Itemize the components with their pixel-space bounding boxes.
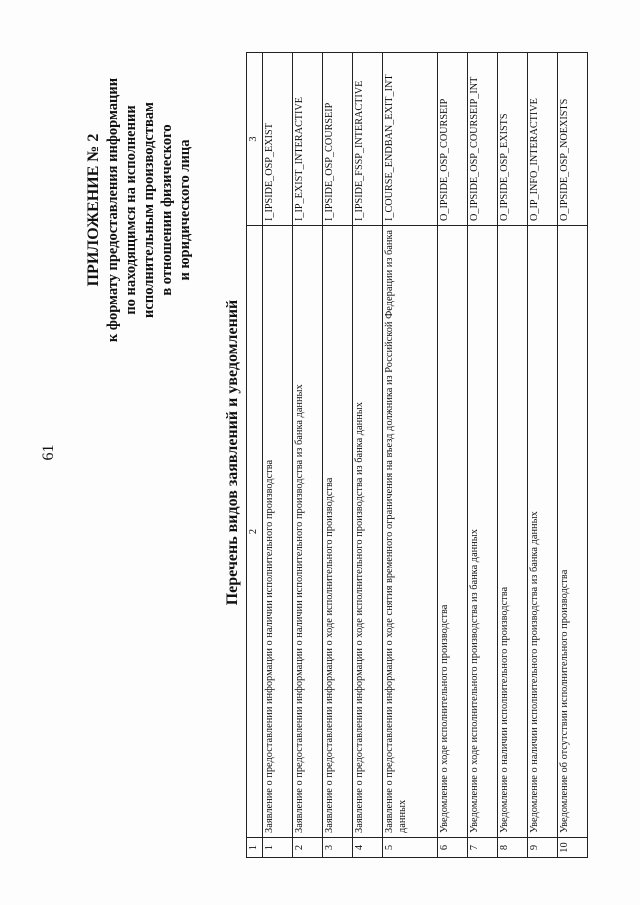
row-description: Заявление о предоставлении информации о ходе исполнительного производства из банка данных <box>353 226 383 838</box>
table-row <box>527 53 557 858</box>
appendix-line: к формату предоставления информации <box>105 77 121 343</box>
row-number: 1 <box>263 838 293 858</box>
header-cell: 2 <box>247 226 263 838</box>
table-row <box>437 53 467 858</box>
row-code: I_COURSE_ENDBAN_EXIT_INT <box>383 53 437 226</box>
requests-table <box>246 52 588 858</box>
row-code: I_IP_EXIST_INTERACTIVE <box>293 53 323 226</box>
table-heading: Перечень видов заявлений и уведомлений <box>224 299 241 606</box>
row-description: Заявление о предоставлении информации о ходе исполнительного производства <box>323 226 353 838</box>
table-row <box>293 53 323 858</box>
row-number: 4 <box>353 838 383 858</box>
appendix-line: по находящимся на исполнении <box>123 105 139 315</box>
page-number: 61 <box>40 444 57 461</box>
header-cell: 3 <box>247 53 263 226</box>
header-cell: 1 <box>247 838 263 858</box>
row-description: Заявление о предоставлении информации о ходе снятия временного ограничения на въезд должника из Российской Федерации из банка данных <box>383 226 437 838</box>
row-number: 10 <box>557 838 587 858</box>
appendix-line: исполнительным производствам <box>141 102 157 318</box>
row-description: Уведомление о ходе исполнительного производства из банка данных <box>467 226 497 838</box>
row-description: Уведомление о наличии исполнительного производства <box>497 226 527 838</box>
row-code: O_IPSIDE_OSP_COURSEIP_INT <box>467 53 497 226</box>
row-number: 7 <box>467 838 497 858</box>
table-header-row <box>247 53 263 858</box>
appendix-title: ПРИЛОЖЕНИЕ № 2 <box>85 133 102 287</box>
appendix-line: и юридического лица <box>177 139 193 281</box>
row-description: Уведомление о ходе исполнительного производства <box>437 226 467 838</box>
table-row <box>263 53 293 858</box>
row-code: O_IPSIDE_OSP_NOEXISTS <box>557 53 587 226</box>
table-row <box>497 53 527 858</box>
row-number: 2 <box>293 838 323 858</box>
row-code: I_IPSIDE_OSP_COURSEIP <box>323 53 353 226</box>
row-number: 3 <box>323 838 353 858</box>
row-description: Уведомление об отсутствии исполнительного производства <box>557 226 587 838</box>
row-code: O_IPSIDE_OSP_EXISTS <box>497 53 527 226</box>
appendix-line: в отношении физического <box>159 124 175 296</box>
row-description: Уведомление о наличии исполнительного производства из банка данных <box>527 226 557 838</box>
row-number: 6 <box>437 838 467 858</box>
row-code: I_IPSIDE_FSSP_INTERACTIVE <box>353 53 383 226</box>
table-row <box>323 53 353 858</box>
row-description: Заявление о предоставлении информации о наличии исполнительного производства из банка данных <box>293 226 323 838</box>
row-number: 5 <box>383 838 437 858</box>
row-code: I_IPSIDE_OSP_EXIST <box>263 53 293 226</box>
row-number: 8 <box>497 838 527 858</box>
row-code: O_IP_INFO_INTERACTIVE <box>527 53 557 226</box>
table-row <box>353 53 383 858</box>
table-row <box>557 53 587 858</box>
row-number: 9 <box>527 838 557 858</box>
appendix-block <box>85 60 194 360</box>
row-code: O_IPSIDE_OSP_COURSEIP <box>437 53 467 226</box>
row-description: Заявление о предоставлении информации о наличии исполнительного производства <box>263 226 293 838</box>
table-row <box>383 53 437 858</box>
table-row <box>467 53 497 858</box>
